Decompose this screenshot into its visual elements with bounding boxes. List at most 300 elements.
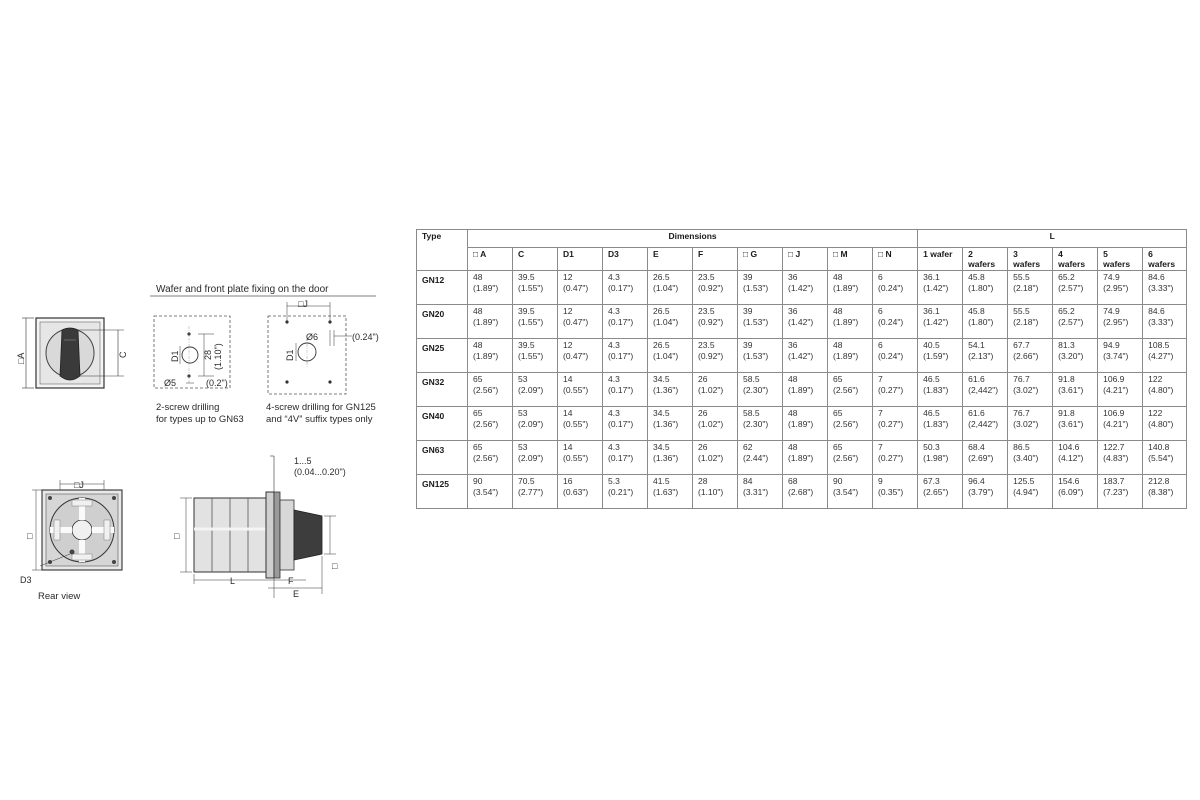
dim-c-label: C xyxy=(118,351,128,358)
two-screw-110: (1.10") xyxy=(213,343,223,370)
value-inch: (2.18") xyxy=(1013,317,1039,327)
value-inch: (2.44") xyxy=(743,453,769,463)
value-inch: (1.42") xyxy=(923,317,949,327)
value-mm: 6 xyxy=(878,306,883,316)
value-inch: (1.36") xyxy=(653,385,679,395)
value-inch: (0.17") xyxy=(608,351,634,361)
side-right-dim: □ xyxy=(332,561,338,571)
value-cell xyxy=(918,441,963,475)
value-inch: (4.80") xyxy=(1148,385,1174,395)
value-mm: 183.7 xyxy=(1103,476,1125,486)
value-cell xyxy=(693,475,738,509)
value-inch: (4.80") xyxy=(1148,419,1174,429)
two-screw-02: (0.2") xyxy=(206,378,228,388)
value-cell xyxy=(738,271,783,305)
value-cell xyxy=(1143,475,1187,509)
value-cell xyxy=(558,373,603,407)
value-cell xyxy=(918,373,963,407)
value-inch: (1.83") xyxy=(923,419,949,429)
value-mm: 122 xyxy=(1148,374,1163,384)
dimensions-table xyxy=(416,229,1187,509)
table-row xyxy=(417,373,1187,407)
column-header-row xyxy=(417,248,1187,271)
fixing-title: Wafer and front plate fixing on the door xyxy=(156,284,329,295)
value-inch: (1.53") xyxy=(743,283,769,293)
value-mm: 48 xyxy=(788,374,798,384)
value-mm: 108.5 xyxy=(1148,340,1170,350)
value-inch: (4.21") xyxy=(1103,385,1129,395)
value-cell xyxy=(873,441,918,475)
value-cell xyxy=(918,305,963,339)
value-cell xyxy=(1008,407,1053,441)
column-header: D3 xyxy=(603,248,648,271)
value-mm: 12 xyxy=(563,306,573,316)
value-mm: 70.5 xyxy=(518,476,535,486)
value-mm: 45.8 xyxy=(968,306,985,316)
value-cell xyxy=(783,305,828,339)
value-cell xyxy=(828,271,873,305)
value-inch: (0.17") xyxy=(608,453,634,463)
value-inch: (0.92") xyxy=(698,283,724,293)
value-cell xyxy=(603,407,648,441)
value-inch: (1.89") xyxy=(473,351,499,361)
value-mm: 16 xyxy=(563,476,573,486)
value-mm: 12 xyxy=(563,340,573,350)
technical-drawings xyxy=(0,0,400,800)
value-cell xyxy=(1053,339,1098,373)
value-cell xyxy=(558,475,603,509)
value-inch: (4.12") xyxy=(1058,453,1084,463)
value-mm: 67.7 xyxy=(1013,340,1030,350)
table-row xyxy=(417,339,1187,373)
table-row xyxy=(417,305,1187,339)
value-inch: (4.27") xyxy=(1148,351,1174,361)
four-screw-j: □J xyxy=(298,299,308,309)
value-mm: 61.6 xyxy=(968,374,985,384)
two-screw-dia5: Ø5 xyxy=(164,378,177,388)
value-mm: 39.5 xyxy=(518,340,535,350)
value-inch: (3.33") xyxy=(1148,283,1174,293)
value-mm: 48 xyxy=(473,306,483,316)
two-screw-28: 28 xyxy=(203,349,213,360)
value-inch: (3.61") xyxy=(1058,419,1084,429)
four-screw-caption-1: 4-screw drilling for GN125 xyxy=(266,402,376,413)
value-cell xyxy=(1008,441,1053,475)
rear-caption: Rear view xyxy=(38,591,81,602)
value-mm: 4.3 xyxy=(608,442,620,452)
value-inch: (2,442") xyxy=(968,419,999,429)
rear-left-dim: □ xyxy=(27,531,33,541)
value-cell xyxy=(1053,373,1098,407)
value-cell xyxy=(738,475,783,509)
value-cell xyxy=(828,373,873,407)
value-mm: 48 xyxy=(473,272,483,282)
value-cell xyxy=(1098,339,1143,373)
value-inch: (1.89") xyxy=(788,419,814,429)
value-mm: 91.8 xyxy=(1058,374,1075,384)
value-inch: (1.89") xyxy=(788,453,814,463)
value-inch: (2.56") xyxy=(473,453,499,463)
header-group-row xyxy=(417,230,1187,248)
four-screw-024: (0.24") xyxy=(352,332,379,342)
value-cell xyxy=(558,407,603,441)
value-cell xyxy=(828,339,873,373)
table-body xyxy=(417,271,1187,509)
value-mm: 26 xyxy=(698,408,708,418)
value-inch: (0.17") xyxy=(608,283,634,293)
column-header: 6 wafers xyxy=(1143,248,1187,271)
value-cell xyxy=(603,441,648,475)
value-inch: (0.92") xyxy=(698,351,724,361)
value-cell xyxy=(1008,475,1053,509)
value-cell xyxy=(828,475,873,509)
value-cell xyxy=(648,305,693,339)
value-cell xyxy=(1098,475,1143,509)
value-inch: (1.80") xyxy=(968,283,994,293)
value-cell xyxy=(783,339,828,373)
value-cell xyxy=(648,373,693,407)
value-mm: 36.1 xyxy=(923,272,940,282)
value-mm: 39 xyxy=(743,340,753,350)
value-mm: 34.5 xyxy=(653,442,670,452)
value-mm: 6 xyxy=(878,340,883,350)
value-cell xyxy=(603,271,648,305)
value-mm: 48 xyxy=(788,408,798,418)
rear-view xyxy=(20,480,122,602)
value-mm: 65 xyxy=(833,442,843,452)
value-inch: (2.65") xyxy=(923,487,949,497)
value-cell xyxy=(873,305,918,339)
value-inch: (8.38") xyxy=(1148,487,1174,497)
value-cell xyxy=(693,407,738,441)
two-screw-caption-1: 2-screw drilling xyxy=(156,402,220,413)
value-cell xyxy=(738,441,783,475)
value-mm: 4.3 xyxy=(608,340,620,350)
value-cell xyxy=(873,373,918,407)
value-mm: 26 xyxy=(698,442,708,452)
value-inch: (1.02") xyxy=(698,385,724,395)
value-cell xyxy=(513,373,558,407)
value-cell xyxy=(963,373,1008,407)
value-mm: 5.3 xyxy=(608,476,620,486)
value-inch: (3.20") xyxy=(1058,351,1084,361)
value-cell xyxy=(1008,305,1053,339)
front-view xyxy=(16,318,128,388)
value-mm: 48 xyxy=(833,272,843,282)
value-inch: (1.63") xyxy=(653,487,679,497)
value-inch: (0.27") xyxy=(878,419,904,429)
type-header: Type xyxy=(417,230,468,271)
value-mm: 67.3 xyxy=(923,476,940,486)
four-screw-caption-2: and “4V” suffix types only xyxy=(266,414,373,425)
value-mm: 58.5 xyxy=(743,408,760,418)
value-mm: 4.3 xyxy=(608,408,620,418)
value-mm: 41.5 xyxy=(653,476,670,486)
value-mm: 58.5 xyxy=(743,374,760,384)
dimensions-header: Dimensions xyxy=(468,230,918,248)
rotary-handle xyxy=(60,328,80,380)
value-mm: 62 xyxy=(743,442,753,452)
value-inch: (3.31") xyxy=(743,487,769,497)
value-cell xyxy=(693,339,738,373)
value-inch: (1.55") xyxy=(518,283,544,293)
value-mm: 106.9 xyxy=(1103,408,1125,418)
value-mm: 45.8 xyxy=(968,272,985,282)
value-mm: 14 xyxy=(563,442,573,452)
value-cell xyxy=(558,305,603,339)
value-mm: 65 xyxy=(473,374,483,384)
value-mm: 7 xyxy=(878,408,883,418)
value-mm: 6 xyxy=(878,272,883,282)
side-left-dim: □ xyxy=(174,531,180,541)
value-inch: (2.30") xyxy=(743,419,769,429)
value-cell xyxy=(468,475,513,509)
value-cell xyxy=(648,339,693,373)
value-inch: (0.55") xyxy=(563,419,589,429)
value-cell xyxy=(828,305,873,339)
value-cell xyxy=(918,339,963,373)
value-mm: 65 xyxy=(833,374,843,384)
value-mm: 53 xyxy=(518,374,528,384)
value-mm: 23.5 xyxy=(698,272,715,282)
value-inch: (2,442") xyxy=(968,385,999,395)
value-inch: (6.09") xyxy=(1058,487,1084,497)
value-inch: (2.68") xyxy=(788,487,814,497)
value-inch: (2.13") xyxy=(968,351,994,361)
value-mm: 23.5 xyxy=(698,306,715,316)
two-screw-drilling xyxy=(154,316,244,425)
value-cell xyxy=(783,407,828,441)
value-inch: (3.40") xyxy=(1013,453,1039,463)
value-inch: (1.42") xyxy=(788,351,814,361)
value-mm: 74.9 xyxy=(1103,306,1120,316)
value-cell xyxy=(1098,373,1143,407)
type-cell: GN32 xyxy=(417,373,468,407)
value-mm: 65 xyxy=(473,442,483,452)
drawings-svg xyxy=(0,0,400,800)
value-mm: 34.5 xyxy=(653,408,670,418)
value-mm: 4.3 xyxy=(608,272,620,282)
value-inch: (2.56") xyxy=(473,385,499,395)
value-inch: (1.42") xyxy=(923,283,949,293)
value-cell xyxy=(1053,271,1098,305)
value-inch: (2.57") xyxy=(1058,283,1084,293)
value-cell xyxy=(603,373,648,407)
value-inch: (3.79") xyxy=(968,487,994,497)
value-mm: 94.9 xyxy=(1103,340,1120,350)
value-inch: (0.17") xyxy=(608,419,634,429)
value-inch: (1.80") xyxy=(968,317,994,327)
type-cell: GN63 xyxy=(417,441,468,475)
side-range-2: (0.04...0.20") xyxy=(294,467,346,477)
value-cell xyxy=(738,407,783,441)
value-inch: (1.89") xyxy=(473,283,499,293)
value-cell xyxy=(1143,305,1187,339)
value-cell xyxy=(738,339,783,373)
value-cell xyxy=(648,407,693,441)
value-cell xyxy=(648,475,693,509)
value-cell xyxy=(963,305,1008,339)
value-mm: 122 xyxy=(1148,408,1163,418)
column-header: □ J xyxy=(783,248,828,271)
value-inch: (1.04") xyxy=(653,283,679,293)
column-header: 4 wafers xyxy=(1053,248,1098,271)
value-mm: 48 xyxy=(833,306,843,316)
value-cell xyxy=(468,305,513,339)
column-header: □ G xyxy=(738,248,783,271)
value-inch: (0.92") xyxy=(698,317,724,327)
value-inch: (1.55") xyxy=(518,351,544,361)
value-cell xyxy=(693,305,738,339)
value-cell xyxy=(468,407,513,441)
value-mm: 12 xyxy=(563,272,573,282)
value-cell xyxy=(738,373,783,407)
value-mm: 104.6 xyxy=(1058,442,1080,452)
value-mm: 9 xyxy=(878,476,883,486)
value-cell xyxy=(603,339,648,373)
value-inch: (4.21") xyxy=(1103,419,1129,429)
value-mm: 140.8 xyxy=(1148,442,1170,452)
value-cell xyxy=(558,271,603,305)
value-mm: 90 xyxy=(833,476,843,486)
value-mm: 26.5 xyxy=(653,306,670,316)
value-cell xyxy=(1008,271,1053,305)
value-mm: 26.5 xyxy=(653,272,670,282)
value-inch: (1.98") xyxy=(923,453,949,463)
value-mm: 4.3 xyxy=(608,306,620,316)
value-inch: (0.47") xyxy=(563,351,589,361)
value-inch: (1.04") xyxy=(653,351,679,361)
four-screw-drilling xyxy=(266,299,379,425)
value-cell xyxy=(1143,339,1187,373)
value-mm: 50.3 xyxy=(923,442,940,452)
value-cell xyxy=(1053,441,1098,475)
column-header: D1 xyxy=(558,248,603,271)
value-mm: 53 xyxy=(518,442,528,452)
value-cell xyxy=(558,339,603,373)
value-cell xyxy=(873,339,918,373)
value-cell xyxy=(783,441,828,475)
value-cell xyxy=(873,407,918,441)
rear-j: □J xyxy=(74,480,84,490)
rear-d3: D3 xyxy=(20,575,32,585)
l-header: L xyxy=(918,230,1187,248)
value-cell xyxy=(918,407,963,441)
value-cell xyxy=(558,441,603,475)
value-inch: (1.42") xyxy=(788,317,814,327)
value-mm: 122.7 xyxy=(1103,442,1125,452)
value-mm: 68 xyxy=(788,476,798,486)
value-inch: (1.04") xyxy=(653,317,679,327)
value-mm: 14 xyxy=(563,408,573,418)
value-mm: 212.8 xyxy=(1148,476,1170,486)
table-row xyxy=(417,407,1187,441)
side-e-label: E xyxy=(293,589,300,599)
value-cell xyxy=(1053,407,1098,441)
value-cell xyxy=(963,271,1008,305)
value-cell xyxy=(1008,373,1053,407)
column-header: E xyxy=(648,248,693,271)
value-cell xyxy=(513,271,558,305)
value-inch: (2.18") xyxy=(1013,283,1039,293)
value-inch: (3.33") xyxy=(1148,317,1174,327)
value-inch: (0.55") xyxy=(563,453,589,463)
type-cell: GN12 xyxy=(417,271,468,305)
value-inch: (2.56") xyxy=(833,385,859,395)
value-cell xyxy=(963,407,1008,441)
value-mm: 46.5 xyxy=(923,408,940,418)
value-mm: 61.6 xyxy=(968,408,985,418)
value-inch: (2.95") xyxy=(1103,317,1129,327)
value-cell xyxy=(513,475,558,509)
value-cell xyxy=(693,373,738,407)
value-cell xyxy=(513,339,558,373)
value-inch: (1.89") xyxy=(833,351,859,361)
value-mm: 39.5 xyxy=(518,272,535,282)
value-inch: (0.27") xyxy=(878,453,904,463)
value-cell xyxy=(1143,441,1187,475)
value-cell xyxy=(918,271,963,305)
value-inch: (0.63") xyxy=(563,487,589,497)
value-cell xyxy=(648,441,693,475)
type-cell: GN40 xyxy=(417,407,468,441)
value-mm: 96.4 xyxy=(968,476,985,486)
value-mm: 46.5 xyxy=(923,374,940,384)
value-inch: (2.77") xyxy=(518,487,544,497)
value-inch: (0.27") xyxy=(878,385,904,395)
value-inch: (2.66") xyxy=(1013,351,1039,361)
dimensions-table-wrap xyxy=(416,229,1186,509)
value-mm: 65.2 xyxy=(1058,272,1075,282)
table-row xyxy=(417,475,1187,509)
value-mm: 74.9 xyxy=(1103,272,1120,282)
value-cell xyxy=(918,475,963,509)
value-cell xyxy=(783,271,828,305)
value-cell xyxy=(828,407,873,441)
value-inch: (1.89") xyxy=(473,317,499,327)
value-inch: (1.55") xyxy=(518,317,544,327)
value-mm: 39 xyxy=(743,306,753,316)
value-inch: (0.21") xyxy=(608,487,634,497)
value-inch: (0.24") xyxy=(878,351,904,361)
value-cell xyxy=(1008,339,1053,373)
value-mm: 154.6 xyxy=(1058,476,1080,486)
value-mm: 65 xyxy=(473,408,483,418)
value-cell xyxy=(693,441,738,475)
four-screw-dia6: Ø6 xyxy=(306,332,319,342)
value-inch: (0.47") xyxy=(563,283,589,293)
value-inch: (2.56") xyxy=(833,419,859,429)
value-mm: 48 xyxy=(788,442,798,452)
value-inch: (1.89") xyxy=(788,385,814,395)
value-mm: 23.5 xyxy=(698,340,715,350)
value-inch: (3.02") xyxy=(1013,419,1039,429)
value-mm: 53 xyxy=(518,408,528,418)
value-mm: 90 xyxy=(473,476,483,486)
value-inch: (2.30") xyxy=(743,385,769,395)
value-mm: 125.5 xyxy=(1013,476,1035,486)
value-mm: 39.5 xyxy=(518,306,535,316)
column-header: □ N xyxy=(873,248,918,271)
value-mm: 48 xyxy=(473,340,483,350)
column-header: F xyxy=(693,248,738,271)
value-cell xyxy=(783,475,828,509)
value-inch: (4.94") xyxy=(1013,487,1039,497)
type-cell: GN20 xyxy=(417,305,468,339)
value-inch: (0.24") xyxy=(878,283,904,293)
value-inch: (0.17") xyxy=(608,385,634,395)
value-inch: (0.35") xyxy=(878,487,904,497)
